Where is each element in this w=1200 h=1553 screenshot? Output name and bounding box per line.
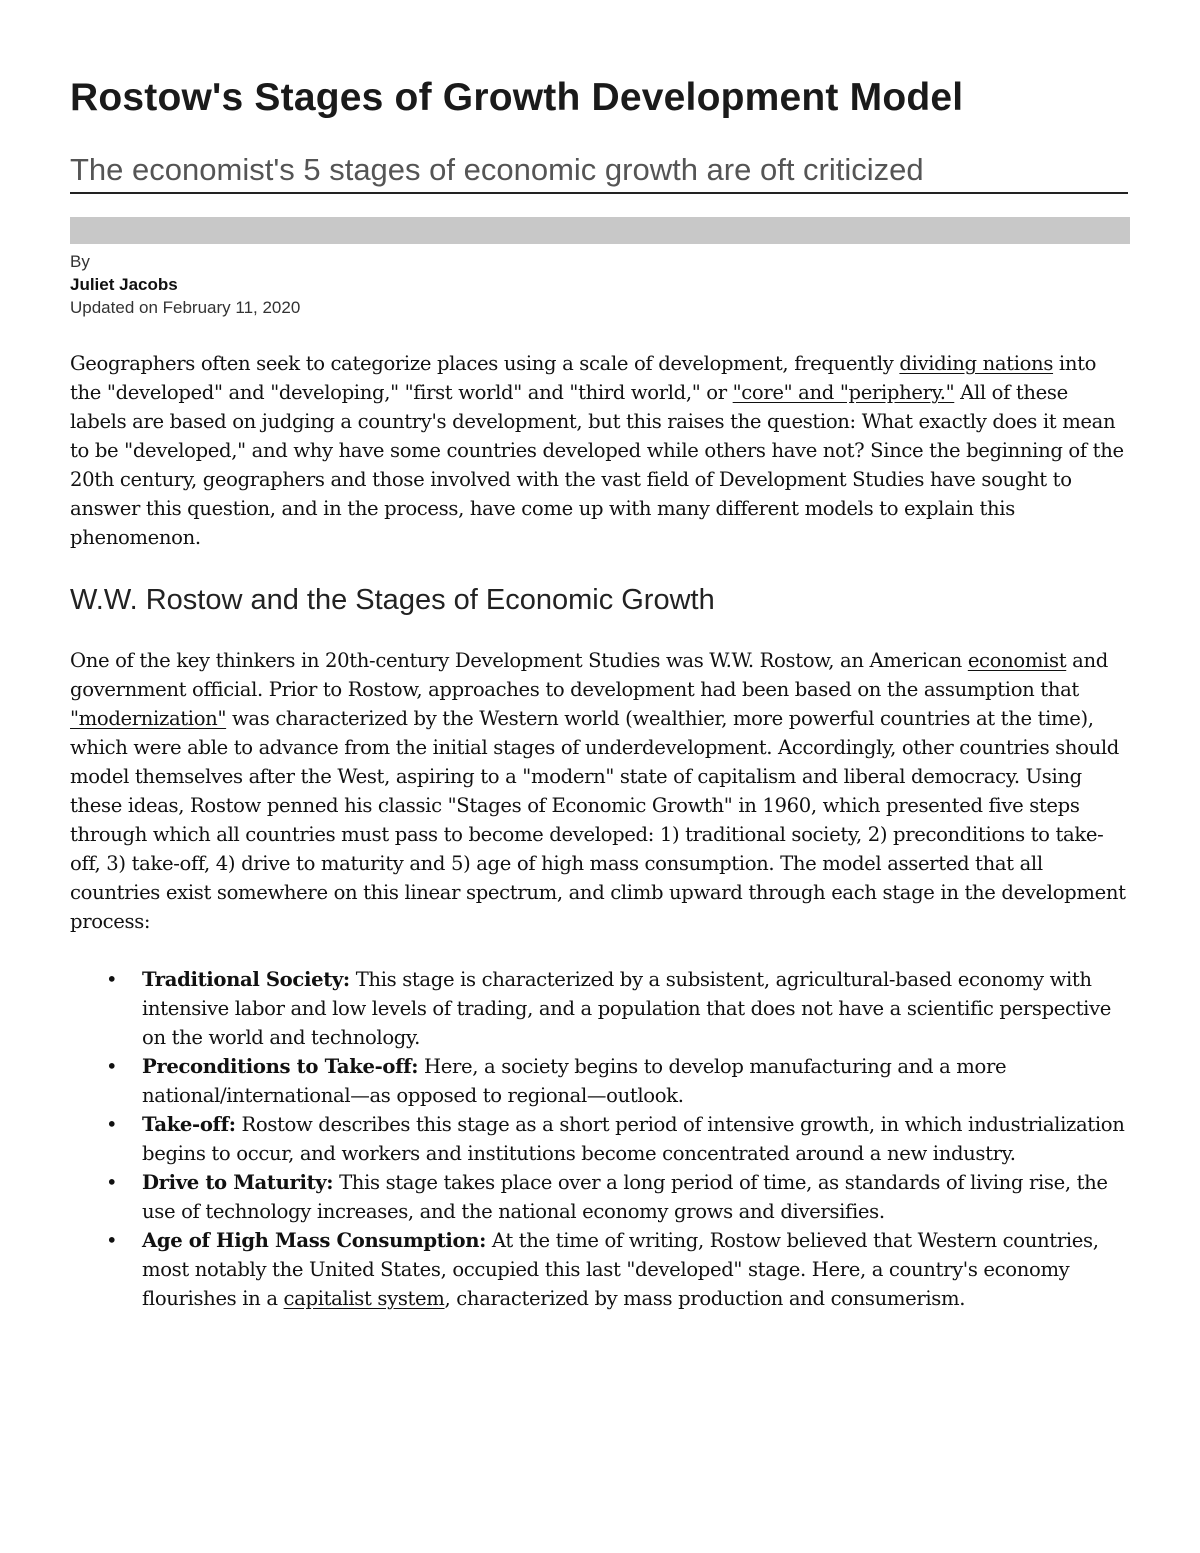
bullet-icon: • xyxy=(106,968,118,991)
stage-text: This stage takes place over a long period of time, as standards of living rise, the use of technology increases, and the national economy grows and diversifies. xyxy=(142,1171,1108,1223)
rostow-paragraph xyxy=(70,646,1130,936)
stage-title: Preconditions to Take-off: xyxy=(142,1055,419,1078)
list-item xyxy=(106,1168,1130,1226)
author-name: Juliet Jacobs xyxy=(70,275,178,294)
bullet-icon: • xyxy=(106,1055,118,1078)
byline xyxy=(70,250,1130,319)
page-title: Rostow's Stages of Growth Development Model xyxy=(70,76,964,119)
intro-text-1: Geographers often seek to categorize places using a scale of development, frequently xyxy=(70,352,900,375)
list-item xyxy=(106,1110,1130,1168)
bullet-icon: • xyxy=(106,1171,118,1194)
rostow-text-3: was characterized by the Western world (wealthier, more powerful countries at the time), which were able to advance from the initial stages of underdevelopment. Accordingly, other countries should model themselves after the West, aspiring to a "modern" state of capitalism and liberal democracy. Using these ideas, Rostow penned his classic "Stages of Economic Growth" in 1960, which presented five steps through which all countries must pass to become developed: 1) traditional society, 2) preconditions to take-off, 3) take-off, 4) drive to maturity and 5) age of high mass consumption. The model asserted that all countries exist somewhere on this linear spectrum, and climb upward through each stage in the development process: xyxy=(70,707,1126,933)
bullet-icon: • xyxy=(106,1229,118,1252)
stage-text-end: , characterized by mass production and consumerism. xyxy=(444,1287,966,1310)
stage-text: Rostow describes this stage as a short period of intensive growth, in which industrialization begins to occur, and workers and institutions become concentrated around a new industry. xyxy=(142,1113,1125,1165)
page-subtitle: The economist's 5 stages of economic growth are oft criticized xyxy=(70,150,1128,194)
core-periphery-link[interactable]: "core" and "periphery." xyxy=(732,381,955,404)
stage-title: Traditional Society: xyxy=(142,968,350,991)
rostow-text-1: One of the key thinkers in 20th-century Development Studies was W.W. Rostow, an American xyxy=(70,649,968,672)
stage-text: At the time of writing, Rostow believed that Western countries, most notably the United States, occupied this last "developed" stage. Here, a country's economy flourishes in a xyxy=(142,1229,1099,1310)
capitalist-system-link[interactable]: capitalist system xyxy=(283,1287,445,1310)
list-item xyxy=(106,1052,1130,1110)
by-label: By xyxy=(70,252,90,271)
rostow-text-2: and government official. Prior to Rostow, approaches to development had been based on the assumption that xyxy=(70,649,1108,701)
stage-text: This stage is characterized by a subsistent, agricultural-based economy with intensive labor and low levels of trading, and a population that does not have a scientific perspective on the world and technology. xyxy=(142,968,1112,1049)
gray-divider-bar xyxy=(70,217,1130,244)
updated-date: Updated on February 11, 2020 xyxy=(70,298,301,317)
stages-list xyxy=(70,965,1130,1313)
modernization-link[interactable]: "modernization" xyxy=(70,707,227,730)
economist-link[interactable]: economist xyxy=(967,649,1067,672)
list-item xyxy=(106,965,1130,1052)
intro-text-3: All of these labels are based on judging a country's development, but this raises the question: What exactly does it mean to be "developed," and why have some countries developed while others have not? Since the beginning of the 20th century, geographers and those involved with the vast field of Development Studies have sought to answer this question, and in the process, have come up with many different models to explain this phenomenon. xyxy=(70,381,1124,549)
stage-title: Age of High Mass Consumption: xyxy=(142,1229,487,1252)
intro-paragraph xyxy=(70,349,1130,552)
intro-text-2: into the "developed" and "developing," "first world" and "third world," or xyxy=(70,352,1097,404)
stage-title: Take-off: xyxy=(142,1113,236,1136)
list-item xyxy=(106,1226,1130,1313)
stage-text: Here, a society begins to develop manufacturing and a more national/international—as opposed to regional—outlook. xyxy=(142,1055,1007,1107)
bullet-icon: • xyxy=(106,1113,118,1136)
dividing-nations-link[interactable]: dividing nations xyxy=(899,352,1054,375)
stage-title: Drive to Maturity: xyxy=(142,1171,334,1194)
article xyxy=(70,72,1130,1313)
section-heading: W.W. Rostow and the Stages of Economic Growth xyxy=(70,584,715,616)
